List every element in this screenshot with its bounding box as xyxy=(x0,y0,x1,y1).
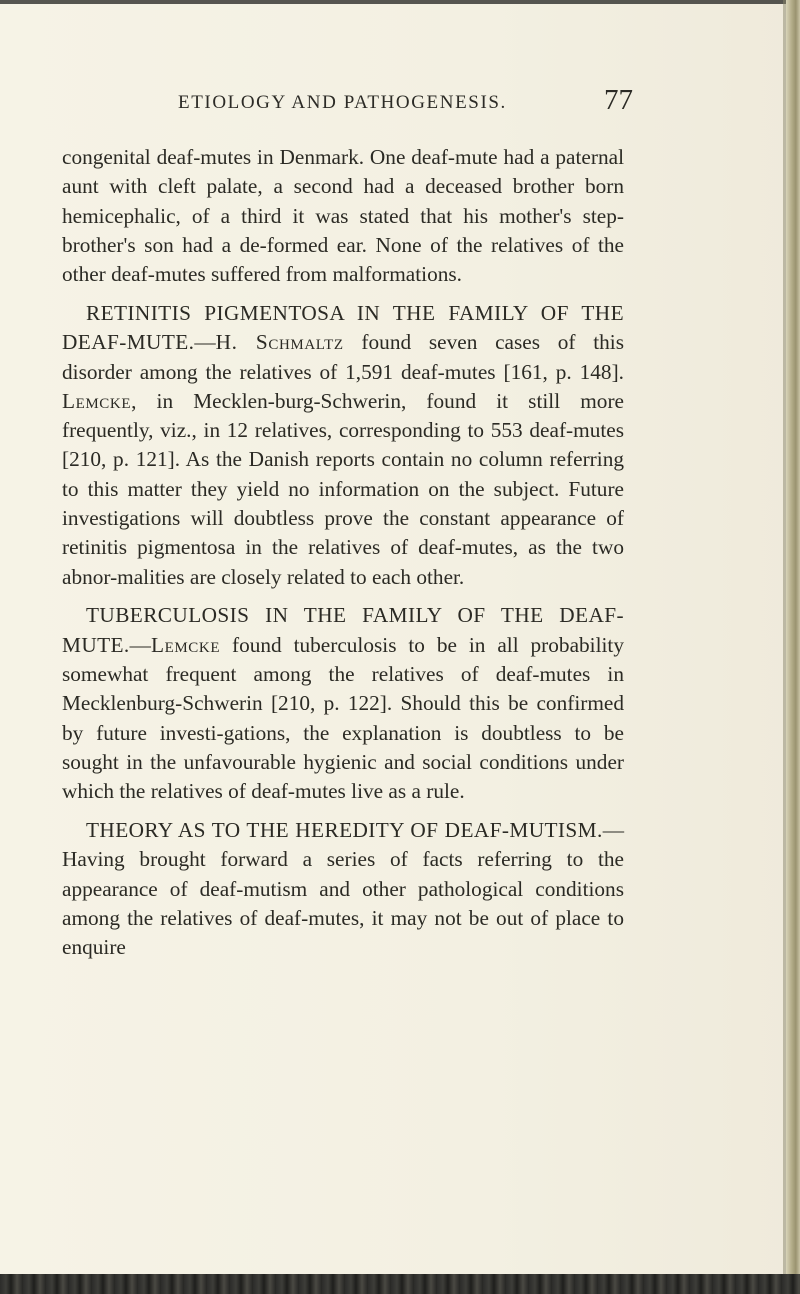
running-head-title: ETIOLOGY AND PATHOGENESIS. xyxy=(178,92,507,113)
paragraph-retinitis-pigmentosa xyxy=(62,299,624,592)
page-number: 77 xyxy=(604,84,633,116)
author-name: Lemcke xyxy=(150,632,221,657)
section-heading-tuberculosis: TUBERCULOSIS IN THE FAMILY OF THE DEAF-MUTE. xyxy=(62,603,624,657)
paragraph-malformations xyxy=(62,143,624,289)
author-name: Lemcke xyxy=(62,388,132,413)
paragraph-text: found seven cases of this disorder among the relatives of 1,591 deaf-mutes [161, p. 148]. xyxy=(62,330,624,384)
em-dash: — xyxy=(602,818,624,843)
em-dash: — xyxy=(194,330,216,355)
paragraph-tuberculosis xyxy=(62,601,624,806)
section-heading-heredity: THEORY AS TO THE HEREDITY OF DEAF-MUTISM. xyxy=(86,818,603,843)
bottom-scan-edge xyxy=(0,1274,800,1294)
paragraph-text: found tuberculosis to be in all probability somewhat frequent among the relatives of deaf-mutes in Mecklenburg-Schwerin [210, p. 122]. Should this be confirmed by future investi-gations, the explanation is doubtless to be sought in the unfavourable hygienic and social conditions under which the relatives of deaf-mutes live as a rule. xyxy=(62,632,624,804)
em-dash: — xyxy=(129,632,151,657)
paragraph-text: Having brought forward a series of facts referring to the appearance of deaf-mutism and other pathological conditions among the relatives of deaf-mutes, it may not be out of place to enquire xyxy=(62,847,624,960)
author-name: H. Schmaltz xyxy=(215,330,344,355)
top-edge-rule xyxy=(0,0,790,4)
page-edge xyxy=(786,0,800,1294)
body-text xyxy=(62,143,624,963)
paragraph-heredity-theory xyxy=(62,816,624,962)
paragraph-text: congenital deaf-mutes in Denmark. One deaf-mute had a paternal aunt with cleft palate, a second had a deceased brother born hemicephalic, of a third it was stated that his mother's step-brother's son had a de-formed ear. None of the relatives of the other deaf-mutes suffered from malformations. xyxy=(62,145,624,287)
paragraph-text: , in Mecklen-burg-Schwerin, found it still more frequently, viz., in 12 relatives, corresponding to 553 deaf-mutes [210, p. 121]. As the Danish reports contain no column referring to this matter they yield no information on the subject. Future investigations will doubtless prove the constant appearance of retinitis pigmentosa in the relatives of deaf-mutes, as the two abnor-malities are closely related to each other. xyxy=(62,388,624,589)
section-heading-retinitis: RETINITIS PIGMENTOSA IN THE FAMILY OF THE DEAF-MUTE. xyxy=(62,300,624,355)
